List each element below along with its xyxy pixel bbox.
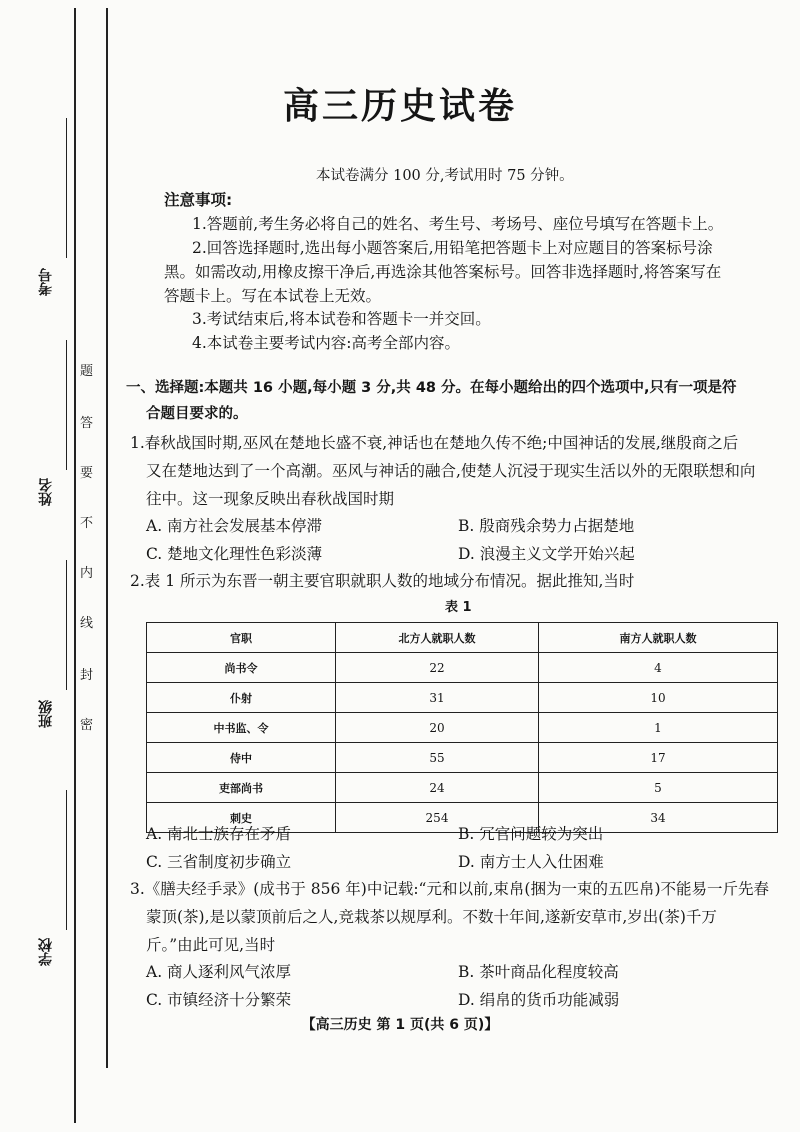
q2-option-d[interactable]: D. 南方士人入仕困难 — [458, 853, 604, 871]
table-cell: 4 — [539, 653, 778, 683]
q3-option-b[interactable]: B. 茶叶商品化程度较高 — [458, 963, 619, 981]
q3-option-c[interactable]: C. 市镇经济十分繁荣 — [146, 991, 292, 1009]
table-cell: 34 — [539, 803, 778, 833]
table-cell: 尚书令 — [147, 653, 336, 683]
note-line: 4.本试卷主要考试内容:高考全部内容。 — [192, 334, 461, 352]
q1-option-b[interactable]: B. 殷商残余势力占据楚地 — [458, 517, 635, 535]
table-cell: 中书监、令 — [147, 713, 336, 743]
table-cell: 22 — [336, 653, 539, 683]
q2-stem: 2.表 1 所示为东晋一朝主要官职就职人数的地域分布情况。据此推知,当时 — [130, 572, 635, 590]
q2-option-a[interactable]: A. 南北士族存在矛盾 — [146, 825, 292, 843]
seal-char: 答 — [80, 416, 94, 431]
q1-option-a[interactable]: A. 南方社会发展基本停滞 — [146, 517, 323, 535]
table-cell: 20 — [336, 713, 539, 743]
page-footer: 【高三历史 第 1 页(共 6 页)】 — [301, 1017, 499, 1033]
table-header-cell: 官职 — [147, 623, 336, 653]
seal-char: 线 — [80, 616, 94, 631]
q1-stem: 1.春秋战国时期,巫风在楚地长盛不衰,神话也在楚地久传不绝;中国神话的发展,继殷商之后 — [130, 434, 739, 452]
table-header-row — [147, 623, 778, 653]
note-line: 黑。如需改动,用橡皮擦干净后,再选涂其他答案标号。回答非选择题时,将答案写在 — [164, 263, 722, 281]
q3-stem: 3.《膳夫经手录》(成书于 856 年)中记载:“元和以前,束帛(捆为一束的五匹帛)不能易一斤先春 — [130, 880, 769, 898]
table-title: 表 1 — [445, 600, 472, 615]
class-field[interactable] — [66, 560, 67, 690]
exam-no-field[interactable] — [66, 118, 67, 258]
seal-char: 内 — [80, 566, 94, 581]
table-cell: 31 — [336, 683, 539, 713]
section-heading-cont: 合题目要求的。 — [146, 406, 248, 422]
section-heading: 一、选择题:本题共 16 小题,每小题 3 分,共 48 分。在每小题给出的四个选项中,只有一项是符 — [126, 380, 737, 396]
table-row — [147, 683, 778, 713]
table-cell: 1 — [539, 713, 778, 743]
q2-option-b[interactable]: B. 冗官问题较为突出 — [458, 825, 604, 843]
table-cell: 55 — [336, 743, 539, 773]
table-row — [147, 653, 778, 683]
table-cell: 仆射 — [147, 683, 336, 713]
q1-stem: 往中。这一现象反映出春秋战国时期 — [146, 490, 395, 508]
table-header-cell: 北方人就职人数 — [336, 623, 539, 653]
q3-option-d[interactable]: D. 绢帛的货币功能减弱 — [458, 991, 620, 1009]
data-table — [146, 622, 778, 833]
q3-stem: 蒙顶(茶),是以蒙顶前后之人,竞栽茶以规厚利。不数十年间,遂新安草市,岁出(茶)千万 — [146, 908, 717, 926]
note-line: 1.答题前,考生务必将自己的姓名、考生号、考场号、座位号填写在答题卡上。 — [192, 215, 724, 233]
seal-char: 密 — [80, 718, 94, 733]
q3-option-a[interactable]: A. 商人逐利风气浓厚 — [146, 963, 292, 981]
q1-option-c[interactable]: C. 楚地文化理性色彩淡薄 — [146, 545, 323, 563]
q3-stem: 斤。”由此可见,当时 — [146, 936, 276, 954]
page-title: 高三历史试卷 — [282, 86, 517, 127]
notes-heading: 注意事项: — [164, 191, 233, 209]
seal-char: 题 — [80, 364, 94, 379]
note-line: 3.考试结束后,将本试卷和答题卡一并交回。 — [192, 310, 491, 328]
school-field[interactable] — [66, 790, 67, 930]
school-label: 学校 — [38, 938, 54, 966]
q1-option-d[interactable]: D. 浪漫主义文学开始兴起 — [458, 545, 635, 563]
table-header-cell: 南方人就职人数 — [539, 623, 778, 653]
table-row — [147, 713, 778, 743]
name-field[interactable] — [66, 340, 67, 470]
q1-stem: 又在楚地达到了一个高潮。巫风与神话的融合,使楚人沉浸于现实生活以外的无限联想和向 — [146, 462, 756, 480]
table-cell: 刺史 — [147, 803, 336, 833]
seal-char: 封 — [80, 668, 94, 683]
seal-char: 要 — [80, 466, 94, 481]
q2-option-c[interactable]: C. 三省制度初步确立 — [146, 853, 292, 871]
class-label: 班级 — [38, 700, 54, 728]
binding-rule-inner — [106, 8, 108, 1068]
table-cell: 5 — [539, 773, 778, 803]
table-row — [147, 773, 778, 803]
exam-no-label: 考号 — [38, 268, 54, 296]
note-line: 答题卡上。写在本试卷上无效。 — [164, 287, 382, 305]
table-cell: 254 — [336, 803, 539, 833]
binding-rule-outer — [74, 8, 76, 1123]
exam-info: 本试卷满分 100 分,考试用时 75 分钟。 — [316, 168, 574, 184]
name-label: 姓名 — [38, 478, 54, 506]
table-row — [147, 743, 778, 773]
table-cell: 吏部尚书 — [147, 773, 336, 803]
table-cell: 17 — [539, 743, 778, 773]
table-cell: 24 — [336, 773, 539, 803]
note-line: 2.回答选择题时,选出每小题答案后,用铅笔把答题卡上对应题目的答案标号涂 — [192, 239, 713, 257]
table-cell: 10 — [539, 683, 778, 713]
table-cell: 侍中 — [147, 743, 336, 773]
seal-char: 不 — [80, 516, 94, 531]
